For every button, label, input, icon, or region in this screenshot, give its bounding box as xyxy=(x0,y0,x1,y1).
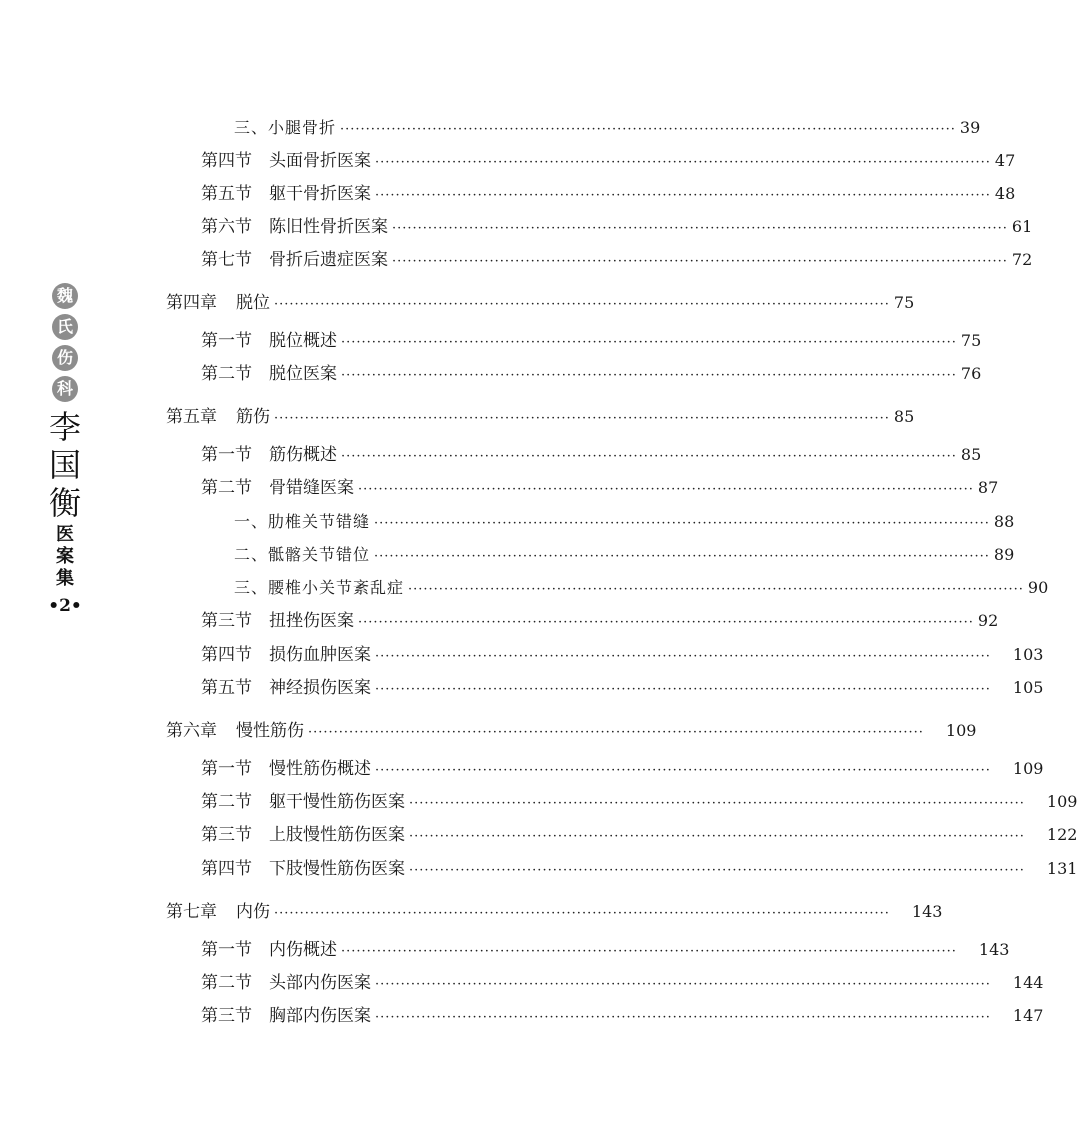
toc-entry[interactable] xyxy=(166,405,915,429)
book-title-char: 集 xyxy=(56,568,74,589)
page-number: •2• xyxy=(48,596,82,616)
toc-leader-dots: ························································································································ xyxy=(375,188,991,203)
toc-entry-number: 第五节 xyxy=(201,678,252,698)
toc-entry-number: 第二节 xyxy=(201,364,252,384)
toc-entry-page: 105 xyxy=(1012,678,1044,697)
toc-entry-page: 88 xyxy=(993,512,1015,531)
book-title-char: 医 xyxy=(56,524,74,545)
toc-entry-title: 头部内伤医案 xyxy=(269,973,371,993)
toc-leader-dots: ························································································································ xyxy=(409,829,1025,844)
toc-entry-title: 躯干骨折医案 xyxy=(269,184,371,204)
toc-entry[interactable] xyxy=(201,476,999,500)
toc-entry-page: 147 xyxy=(1012,1006,1044,1025)
toc-leader-dots: ························································································································ xyxy=(340,122,956,137)
toc-leader-dots: ························································································································ xyxy=(374,549,990,564)
toc-entry-number: 第六章 xyxy=(166,721,217,741)
toc-entry-number: 第三节 xyxy=(201,1006,252,1026)
toc-entry-page: 75 xyxy=(893,293,915,312)
toc-entry-title: 损伤血肿医案 xyxy=(269,645,371,665)
series-char: 伤 xyxy=(52,345,78,371)
toc-entry[interactable] xyxy=(166,291,915,315)
toc-entry-title: 三、腰椎小关节紊乱症 xyxy=(234,578,405,597)
toc-entry-title: 三、小腿骨折 xyxy=(234,118,337,137)
toc-leader-dots: ························································································································ xyxy=(409,796,1025,811)
toc-entry[interactable] xyxy=(166,719,977,743)
toc-leader-dots: ························································································································ xyxy=(375,155,991,170)
toc-leader-dots: ························································································································ xyxy=(392,254,1008,269)
toc-entry[interactable] xyxy=(201,248,1033,272)
toc-entry-title: 神经损伤医案 xyxy=(269,678,371,698)
toc-entry-title: 头面骨折医案 xyxy=(269,151,371,171)
book-title-char: 案 xyxy=(56,546,74,567)
toc-entry-title: 下肢慢性筋伤医案 xyxy=(269,859,405,879)
toc-entry-number: 第四节 xyxy=(201,859,252,879)
toc-leader-dots: ························································································································ xyxy=(341,944,957,959)
toc-entry-title: 脱位医案 xyxy=(269,364,337,384)
toc-leader-dots: ························································································································ xyxy=(375,763,991,778)
toc-leader-dots: ························································································································ xyxy=(341,368,957,383)
toc-entry-title: 脱位 xyxy=(236,293,270,313)
toc-entry-page: 109 xyxy=(1012,759,1044,778)
toc-entry-title: 骨折后遗症医案 xyxy=(269,250,388,270)
toc-entry-title: 上肢慢性筋伤医案 xyxy=(269,825,405,845)
toc-entry-page: 103 xyxy=(1012,645,1044,664)
toc-entry-page: 39 xyxy=(959,118,981,137)
toc-entry-title: 躯干慢性筋伤医案 xyxy=(269,792,405,812)
toc-entry[interactable] xyxy=(234,543,1015,567)
toc-entry[interactable] xyxy=(201,938,1010,962)
toc-entry-title: 内伤概述 xyxy=(269,940,337,960)
toc-entry-page: 85 xyxy=(960,445,982,464)
toc-entry[interactable] xyxy=(201,857,1077,881)
toc-leader-dots: ························································································································ xyxy=(341,335,957,350)
toc-entry-number: 第二节 xyxy=(201,792,252,812)
toc-entry-title: 内伤 xyxy=(236,902,270,922)
toc-leader-dots: ························································································································ xyxy=(375,682,991,697)
signature-char: 衡 xyxy=(48,484,81,522)
toc-entry[interactable] xyxy=(201,609,999,633)
toc-leader-dots: ························································································································ xyxy=(358,482,974,497)
toc-leader-dots: ························································································································ xyxy=(408,582,1024,597)
toc-entry[interactable] xyxy=(201,1004,1044,1028)
toc-leader-dots: ························································································································ xyxy=(274,411,890,426)
toc-entry-number: 第一节 xyxy=(201,759,252,779)
toc-leader-dots: ························································································································ xyxy=(392,221,1008,236)
toc-entry-page: 76 xyxy=(960,364,982,383)
toc-leader-dots: ························································································································ xyxy=(341,449,957,464)
toc-entry-page: 109 xyxy=(945,721,977,740)
toc-entry-page: 131 xyxy=(1046,859,1077,878)
toc-leader-dots: ························································································································ xyxy=(375,1010,991,1025)
toc-entry-page: 89 xyxy=(993,545,1015,564)
signature-char: 李 xyxy=(48,408,81,446)
toc-entry[interactable] xyxy=(234,116,981,140)
toc-entry-title: 扭挫伤医案 xyxy=(269,611,354,631)
toc-entry[interactable] xyxy=(234,510,1015,534)
toc-entry-page: 122 xyxy=(1046,825,1077,844)
toc-entry-number: 第一节 xyxy=(201,445,252,465)
toc-entry[interactable] xyxy=(201,149,1016,173)
toc-entry[interactable] xyxy=(201,329,982,353)
toc-entry-page: 144 xyxy=(1012,973,1044,992)
toc-leader-dots: ························································································································ xyxy=(358,615,974,630)
toc-entry-page: 143 xyxy=(978,940,1010,959)
toc-entry[interactable] xyxy=(201,443,982,467)
toc-entry-page: 75 xyxy=(960,331,982,350)
toc-entry-page: 47 xyxy=(994,151,1016,170)
toc-entry-number: 第二节 xyxy=(201,478,252,498)
toc-entry-number: 第四章 xyxy=(166,293,217,313)
toc-entry[interactable] xyxy=(201,823,1077,847)
toc-entry-number: 第三节 xyxy=(201,825,252,845)
toc-entry-title: 二、骶髂关节错位 xyxy=(234,545,371,564)
toc-entry-title: 脱位概述 xyxy=(269,331,337,351)
toc-entry-number: 第五章 xyxy=(166,407,217,427)
toc-entry-title: 骨错缝医案 xyxy=(269,478,354,498)
toc-entry[interactable] xyxy=(201,215,1033,239)
toc-leader-dots: ························································································································ xyxy=(375,977,991,992)
toc-leader-dots: ························································································································ xyxy=(308,725,924,740)
toc-entry-title: 筋伤 xyxy=(236,407,270,427)
toc-entry[interactable] xyxy=(234,576,1049,600)
toc-entry-page: 85 xyxy=(893,407,915,426)
toc-entry-number: 第四节 xyxy=(201,151,252,171)
toc-entry-page: 48 xyxy=(994,184,1016,203)
toc-entry[interactable] xyxy=(201,643,1044,667)
toc-leader-dots: ························································································································ xyxy=(274,906,890,921)
toc-entry-title: 胸部内伤医案 xyxy=(269,1006,371,1026)
toc-entry-page: 90 xyxy=(1027,578,1049,597)
toc-entry-page: 109 xyxy=(1046,792,1077,811)
toc-leader-dots: ························································································································ xyxy=(375,649,991,664)
toc-entry[interactable] xyxy=(201,362,982,386)
toc-entry[interactable] xyxy=(201,790,1077,814)
toc-leader-dots: ························································································································ xyxy=(274,297,890,312)
toc-entry-title: 慢性筋伤 xyxy=(236,721,304,741)
toc-entry-number: 第一节 xyxy=(201,331,252,351)
toc-entry-number: 第一节 xyxy=(201,940,252,960)
toc-entry-title: 一、肋椎关节错缝 xyxy=(234,512,371,531)
toc-entry-number: 第二节 xyxy=(201,973,252,993)
series-char: 科 xyxy=(52,376,78,402)
toc-entry-title: 陈旧性骨折医案 xyxy=(269,217,388,237)
toc-entry-number: 第五节 xyxy=(201,184,252,204)
toc-entry[interactable] xyxy=(201,676,1044,700)
toc-entry-title: 筋伤概述 xyxy=(269,445,337,465)
toc-entry-title: 慢性筋伤概述 xyxy=(269,759,371,779)
toc-entry[interactable] xyxy=(201,757,1044,781)
toc-entry-number: 第三节 xyxy=(201,611,252,631)
toc-entry-page: 61 xyxy=(1011,217,1033,236)
toc-entry-number: 第七章 xyxy=(166,902,217,922)
toc-entry[interactable] xyxy=(201,182,1016,206)
toc-entry-page: 143 xyxy=(911,902,943,921)
toc-entry-number: 第四节 xyxy=(201,645,252,665)
toc-entry-number: 第七节 xyxy=(201,250,252,270)
series-char: 氏 xyxy=(52,314,78,340)
toc-leader-dots: ························································································································ xyxy=(374,516,990,531)
toc-entry-page: 92 xyxy=(977,611,999,630)
series-char: 魏 xyxy=(52,283,78,309)
toc-entry-page: 72 xyxy=(1011,250,1033,269)
toc-leader-dots: ························································································································ xyxy=(409,863,1025,878)
toc-entry-page: 87 xyxy=(977,478,999,497)
toc-entry[interactable] xyxy=(201,971,1044,995)
toc-entry[interactable] xyxy=(166,900,943,924)
signature-char: 国 xyxy=(48,446,81,484)
toc-entry-number: 第六节 xyxy=(201,217,252,237)
